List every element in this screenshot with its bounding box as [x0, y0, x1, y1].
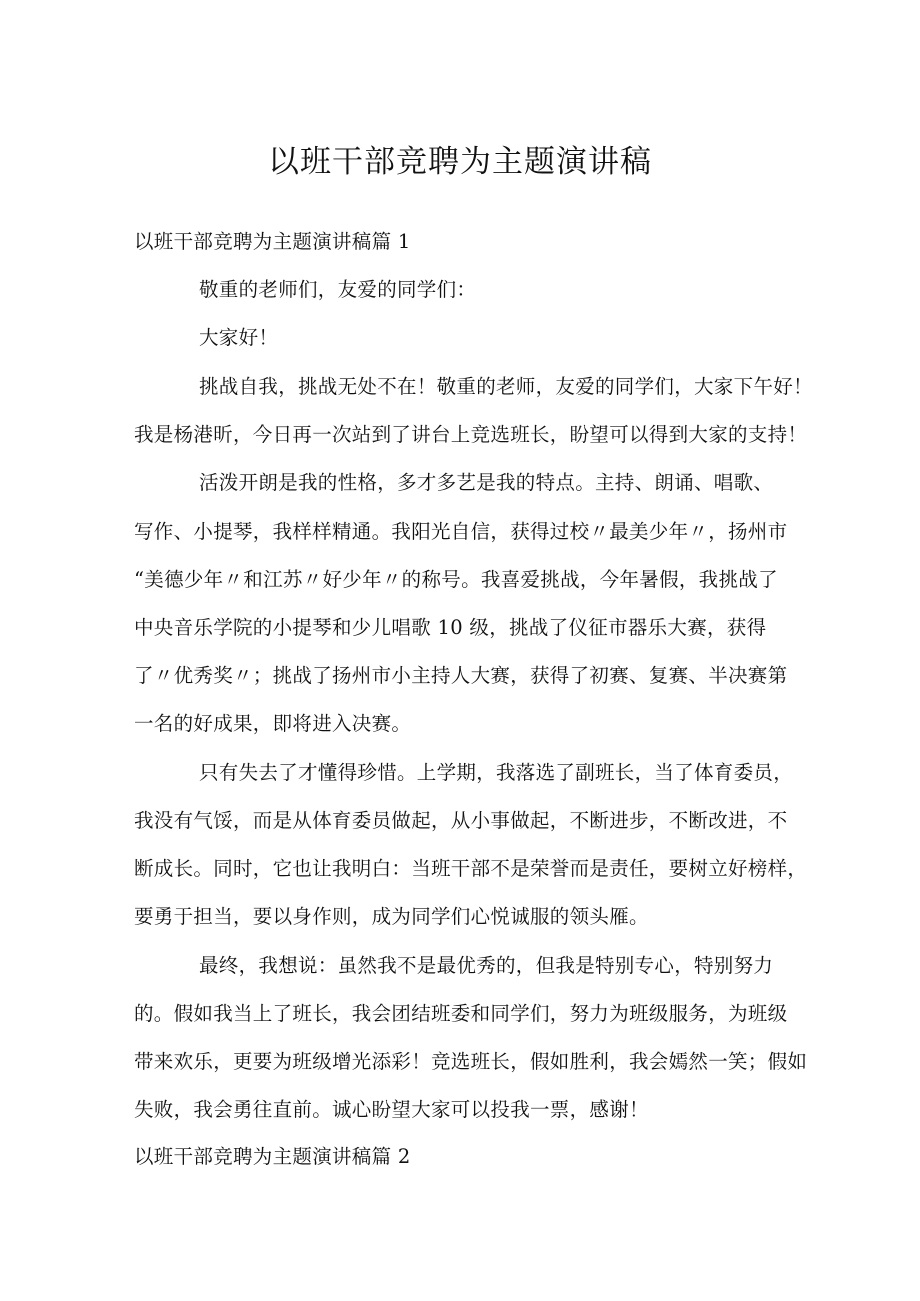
- paragraph-line: 挑战自我，挑战无处不在！敬重的老师，友爱的同学们，大家下午好！: [199, 375, 813, 398]
- paragraph-line: 带来欢乐，更要为班级增光添彩！竞选班长，假如胜利，我会嫣然一笑；假如: [134, 1050, 808, 1073]
- paragraph-line: 一名的好成果，即将进入决赛。: [134, 712, 412, 735]
- paragraph-line: 要勇于担当，要以身作则，成为同学们心悦诚服的领头雁。: [134, 905, 649, 928]
- paragraph-line: 写作、小提琴，我样样精通。我阳光自信，获得过校〃最美少年〃，扬州市: [134, 520, 788, 543]
- paragraph-line: 的。假如我当上了班长，我会团结班委和同学们，努力为班级服务，为班级: [134, 1002, 788, 1025]
- paragraph-line: 了〃优秀奖〃；挑战了扬州市小主持人大赛，获得了初赛、复赛、半决赛第: [134, 664, 788, 687]
- paragraph-line: 我是杨港昕，今日再一次站到了讲台上竞选班长，盼望可以得到大家的支持！: [134, 423, 808, 446]
- paragraph-line: 最终，我想说：虽然我不是最优秀的，但我是特别专心，特别努力: [199, 954, 774, 977]
- paragraph-line: 我没有气馁，而是从体育委员做起，从小事做起，不断进步，不断改进，不: [134, 809, 788, 832]
- page-title: 以班干部竞聘为主题演讲稿: [268, 144, 652, 180]
- paragraph-line: 只有失去了才懂得珍惜。上学期，我落选了副班长，当了体育委员，: [199, 761, 794, 784]
- paragraph-line: 大家好！: [199, 326, 279, 349]
- paragraph-line: “美德少年〃和江苏〃好少年〃的称号。我喜爱挑战，今年暑假，我挑战了: [134, 568, 778, 591]
- paragraph-line: 中央音乐学院的小提琴和少儿唱歌 10 级，挑战了仪征市器乐大赛，获得: [134, 616, 767, 639]
- paragraph-line: 失败，我会勇往直前。诚心盼望大家可以投我一票，感谢！: [134, 1098, 649, 1121]
- section-heading-2: 以班干部竞聘为主题演讲稿篇 2: [134, 1145, 411, 1168]
- section-heading-1: 以班干部竞聘为主题演讲稿篇 1: [134, 230, 411, 253]
- paragraph-line: 敬重的老师们，友爱的同学们：: [199, 278, 477, 301]
- paragraph-line: 断成长。同时，它也让我明白：当班干部不是荣誉而是责任，要树立好榜样，: [134, 857, 808, 880]
- paragraph-line: 活泼开朗是我的性格，多才多艺是我的特点。主持、朗诵、唱歌、: [199, 471, 774, 494]
